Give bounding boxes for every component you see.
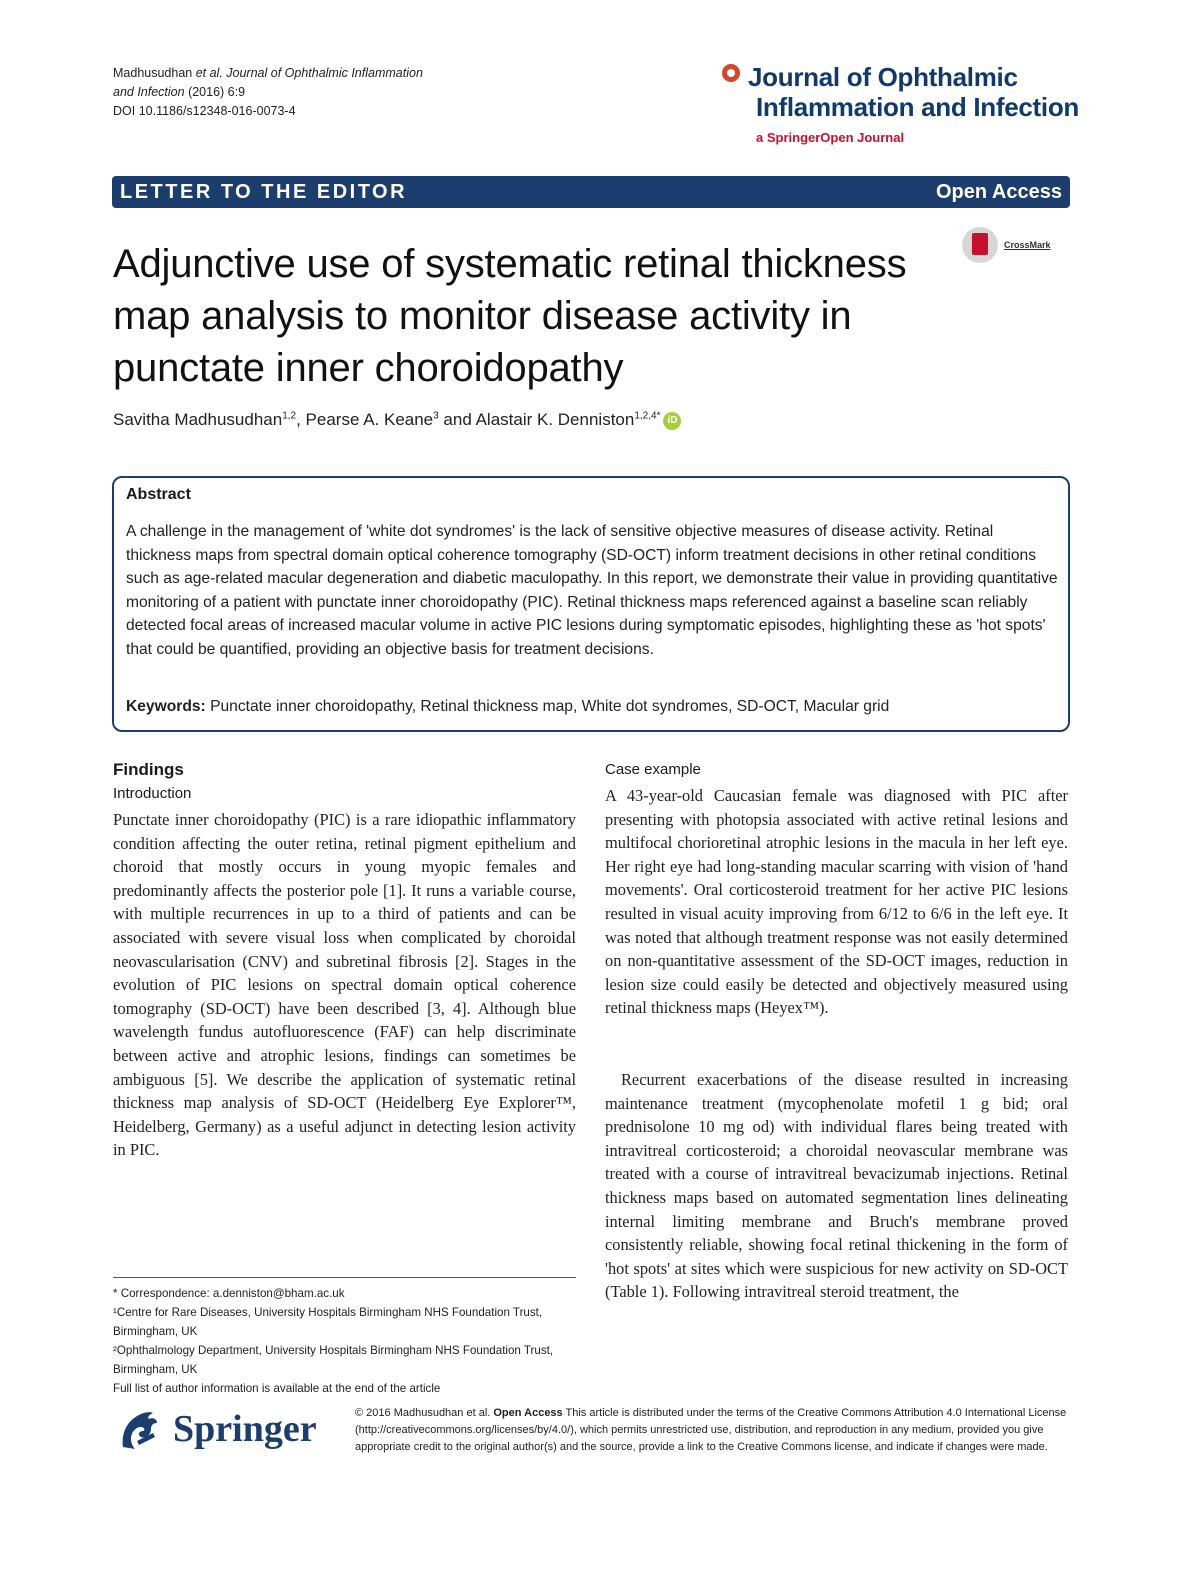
author-name[interactable]: Alastair K. Denniston	[475, 410, 635, 429]
article-type-banner	[112, 176, 1070, 208]
journal-name-line2: Inflammation and Infection	[756, 92, 1079, 122]
case-paragraph-1: A 43-year-old Caucasian female was diagnosed with PIC after presenting with photopsia associated with active retinal lesions and multifocal chorioretinal atrophic lesions in the macula in her left eye. Her right eye had long-standing macular scarring with vision of 'hand movements'. Oral corticosteroid treatment for her active PIC lesions resulted in visual acuity improving from 6/12 to 6/6 in the left eye. It was noted that although treatment response was not easily determined on non-quantitative assessment of the SD-OCT images, reduction in lesion size could easily be detected and objectively measured using retinal thickness maps (Heyex™).	[605, 786, 1068, 1018]
case-example-heading: Case example	[605, 761, 701, 778]
introduction-paragraph: Punctate inner choroidopathy (PIC) is a rare idiopathic inflammatory condition affecting the outer retina, retinal pigment epithelium and choroid that mostly occurs in young myopic females and predominantly affects the posterior pole [1]. It runs a variable course, with multiple recurrences in up to a third of patients and can be associated with severe visual loss when complicated by choroidal neovascularisation (CNV) and subretinal fibrosis [2]. Stages in the evolution of PIC lesions on spectral domain optical coherence tomography (SD-OCT) have been described [3, 4]. Although blue wavelength fundus autofluorescence (FAF) can help discriminate between active and atrophic lesions, findings can sometimes be ambiguous [5]. We describe the application of systematic retinal thickness map analysis of SD-OCT (Heidelberg Eye Explorer™, Heidelberg, Germany) as a useful adjunct in detecting lesion activity in PIC.	[113, 810, 576, 1160]
abstract-text: A challenge in the management of 'white dot syndromes' is the lack of sensitive objective measures of disease activity. Retinal thickness maps from spectral domain optical coherence tomography (SD-OCT) inform treatment decisions in other retinal conditions such as age-related macular degeneration and diabetic maculopathy. In this report, we demonstrate their value in providing quantitative monitoring of a patient with punctate inner choroidopathy (PIC). Retinal thickness maps referenced against a baseline scan reliably detected focal areas of increased macular volume in active PIC lesions during symptomatic episodes, highlighting these as 'hot spots' that could be quantified, providing an objective basis for treatment decisions.	[126, 523, 1058, 658]
abstract-heading: Abstract	[126, 486, 191, 503]
springer-wordmark: Springer	[173, 1408, 317, 1450]
author-separator: and	[438, 410, 476, 429]
author-affiliation: 1,2,4*	[634, 410, 661, 422]
author-affiliation: 1,2	[282, 410, 297, 422]
author-separator: ,	[296, 410, 306, 429]
crossmark-label: CrossMark	[1004, 240, 1051, 250]
orcid-icon[interactable]: iD	[663, 412, 681, 430]
license-body: This article is distributed under the terms of the Creative Commons Attribution 4.0 International License (http://creativecommons.org/licenses/by/4.0/), which permits unrestricted use, distribution, and reproduction in any medium, provided you give appropriate credit to the original author(s) and the source, provide a link to the Creative Commons license, and indicate if changes were made.	[355, 1407, 1067, 1453]
citation-volume: (2016) 6:9	[184, 85, 246, 99]
license-lead: © 2016 Madhusudhan et al.	[355, 1407, 494, 1419]
footnote-divider	[113, 1277, 576, 1278]
author-affiliation: 3	[433, 410, 439, 422]
springer-horse-icon	[113, 1403, 165, 1455]
author-name[interactable]: Savitha Madhusudhan	[113, 410, 283, 429]
license-text	[355, 1405, 1075, 1456]
citation-header	[113, 64, 543, 121]
journal-name-line1: Journal of Ophthalmic	[748, 62, 1018, 92]
open-access-label: Open Access	[936, 180, 1062, 203]
article-title: Adjunctive use of systematic retinal thickness map analysis to monitor disease activity in punctate inner choroidopathy	[113, 242, 907, 390]
affiliation-note: ²Ophthalmology Department, University Hospitals Birmingham NHS Foundation Trust, Birmingham, UK	[113, 1344, 554, 1376]
footnotes	[113, 1284, 583, 1398]
affiliation-note: ¹Centre for Rare Diseases, University Hospitals Birmingham NHS Foundation Trust, Birmingham, UK	[113, 1306, 543, 1338]
author-name[interactable]: Pearse A. Keane	[305, 410, 434, 429]
case-paragraph-2: Recurrent exacerbations of the disease resulted in increasing maintenance treatment (mycophenolate mofetil 1 g bid; oral prednisolone 10 mg od) with individual flares being treated with intravitreal corticosteroid; a choroidal neovascular membrane was treated with a course of intravitreal bevacizumab injections. Retinal thickness maps based on automated segmentation lines delineating internal limiting membrane and Bruch's membrane proved consistently reliable, showing focal retinal thickening in the form of 'hot spots' at sites which were suspicious for new activity on SD-OCT (Table 1). Following intravitreal steroid treatment, the	[605, 1070, 1068, 1302]
keywords-label: Keywords:	[126, 698, 206, 715]
journal-logo[interactable]	[722, 62, 1082, 145]
citation-doi[interactable]: DOI 10.1186/s12348-016-0073-4	[113, 104, 296, 118]
journal-subtitle: a SpringerOpen Journal	[756, 130, 905, 145]
keywords-list: Punctate inner choroidopathy, Retinal thickness map, White dot syndromes, SD-OCT, Macular grid	[205, 698, 890, 715]
findings-heading: Findings	[113, 760, 184, 779]
springer-logo[interactable]	[113, 1403, 317, 1455]
citation-authors: Madhusudhan	[113, 66, 196, 80]
author-info-note: Full list of author information is available at the end of the article	[113, 1382, 441, 1395]
journal-logo-icon	[722, 64, 740, 82]
author-list	[113, 410, 813, 430]
citation-journal: et al. Journal of Ophthalmic Inflammation	[195, 66, 423, 80]
keywords	[126, 698, 1061, 716]
article-type: LETTER TO THE EDITOR	[120, 180, 408, 203]
introduction-heading: Introduction	[113, 785, 192, 802]
crossmark-badge[interactable]	[962, 226, 1072, 264]
citation-journal-cont: and Infection	[113, 85, 185, 99]
correspondence-note[interactable]: * Correspondence: a.denniston@bham.ac.uk	[113, 1287, 345, 1300]
license-oa-label: Open Access	[493, 1407, 563, 1419]
crossmark-icon	[962, 227, 998, 263]
